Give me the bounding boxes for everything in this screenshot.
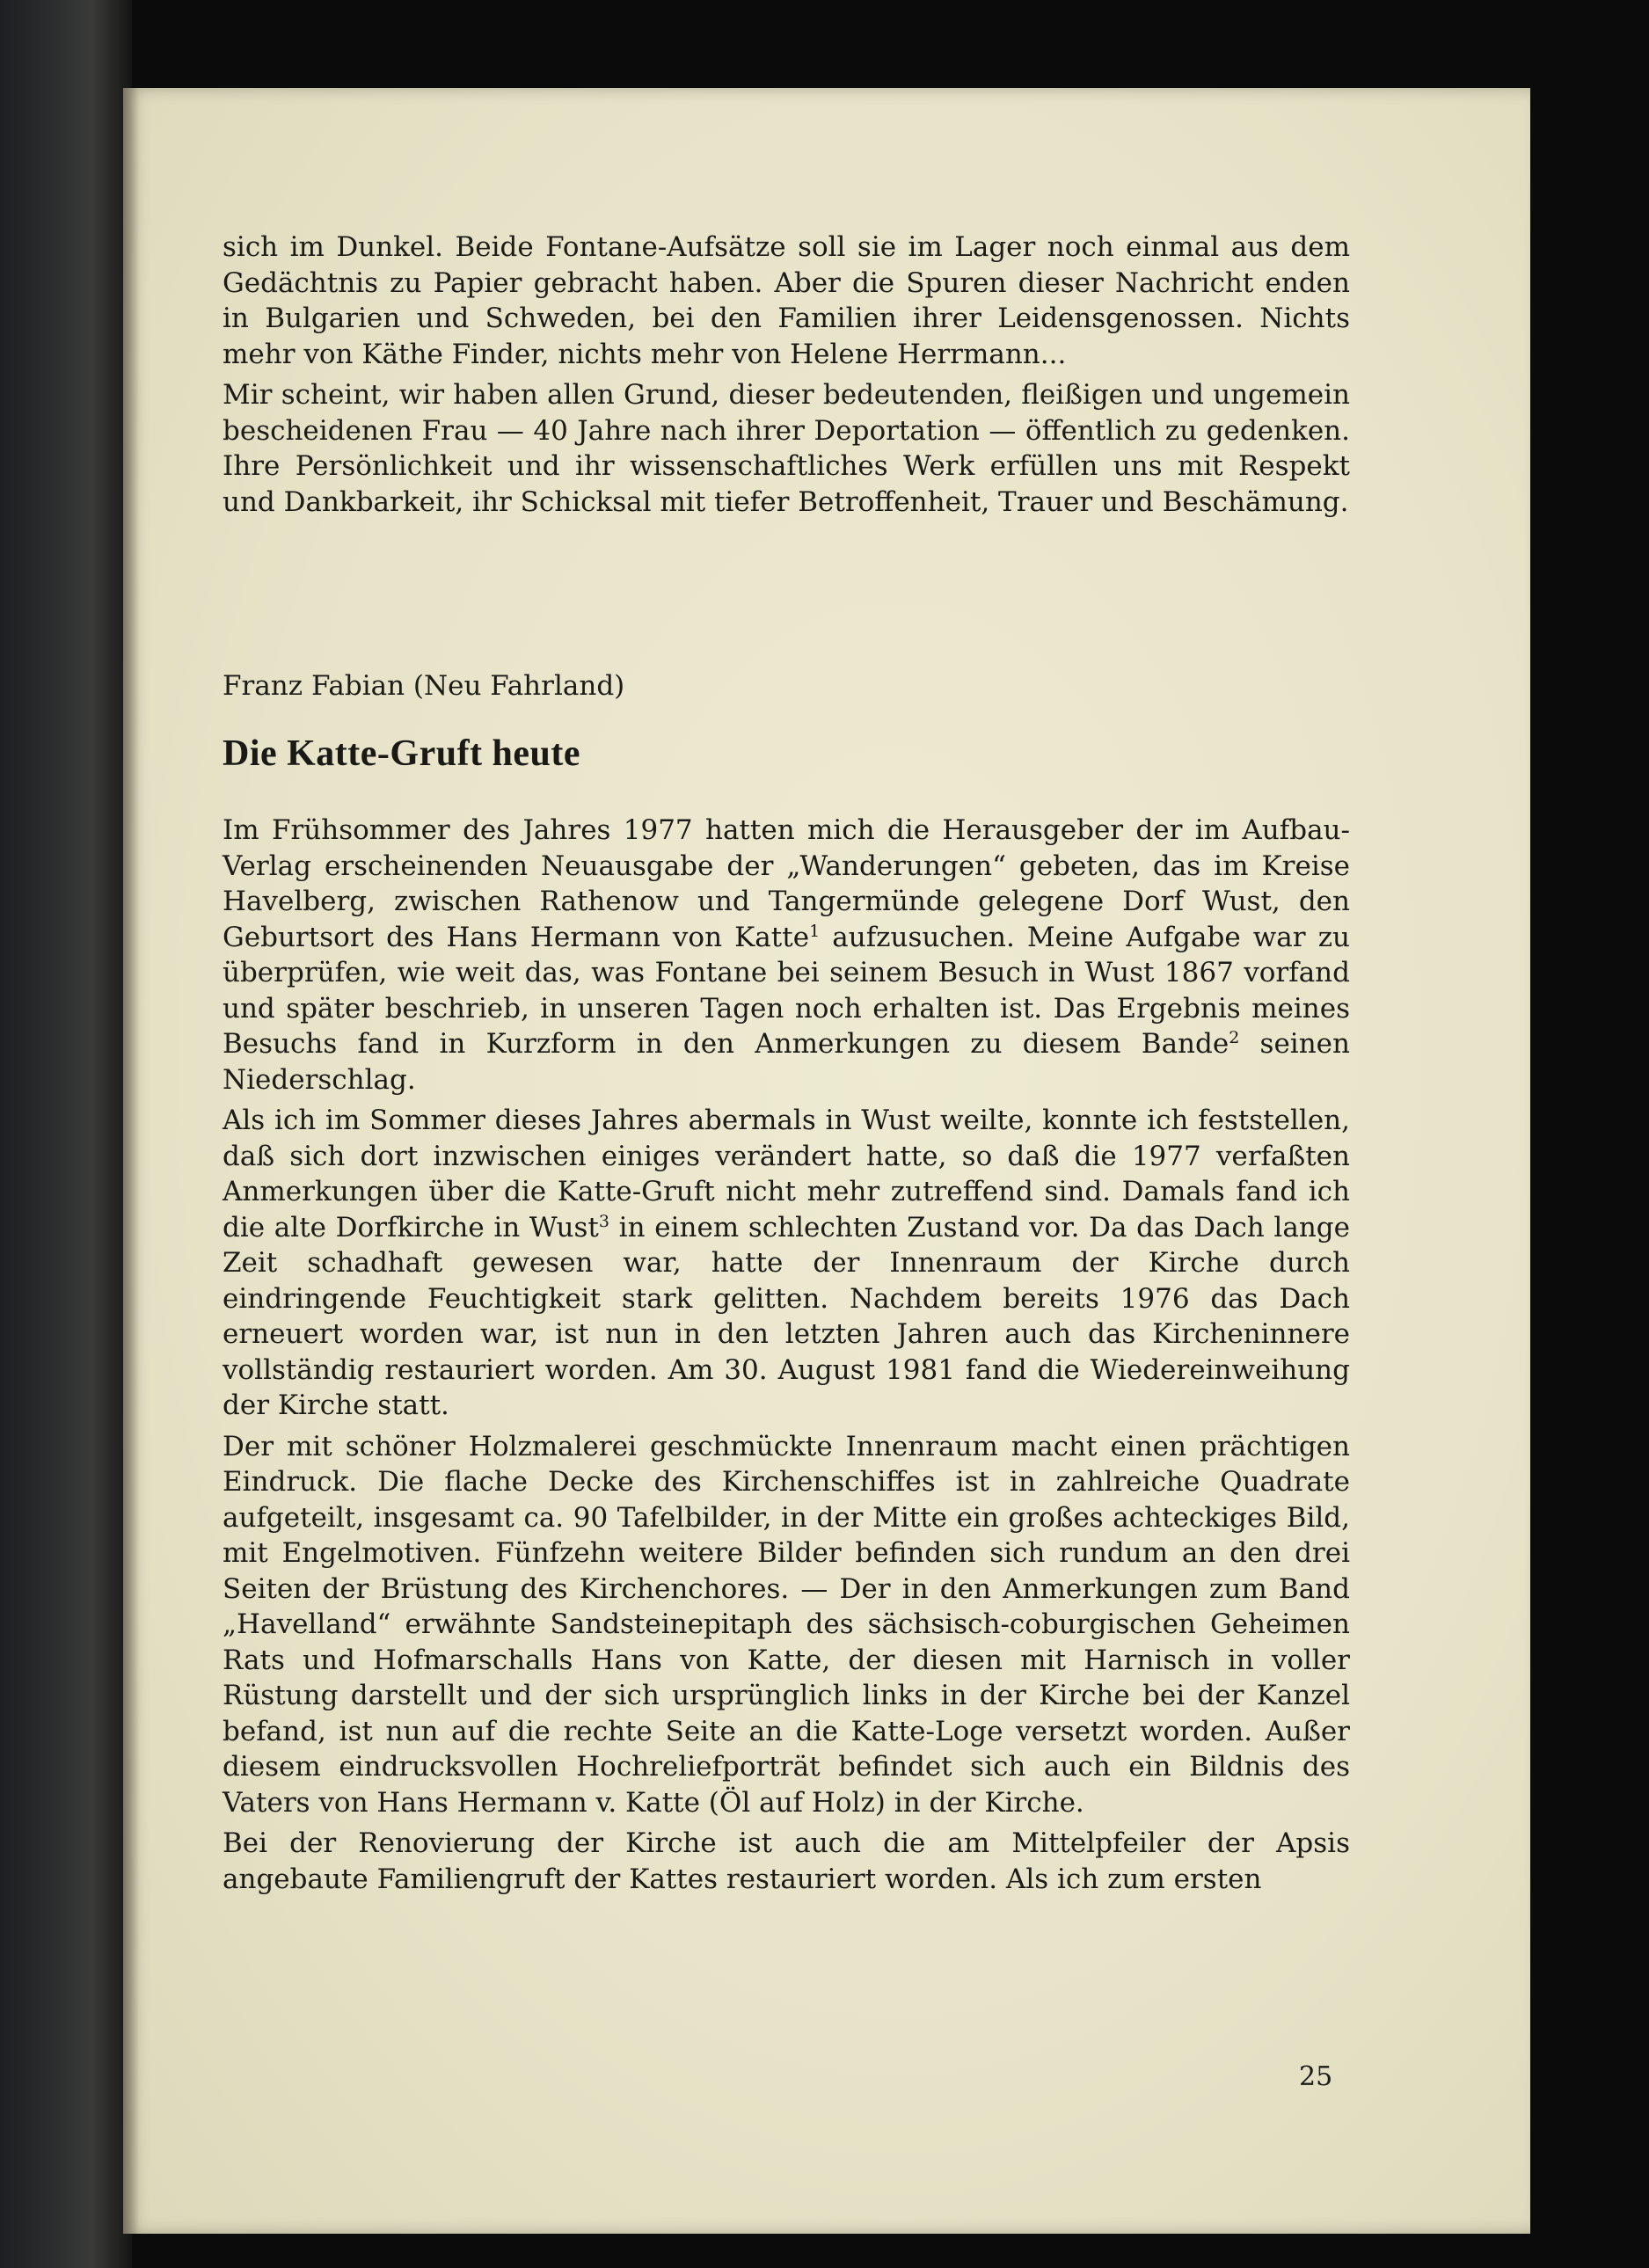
article-paragraph-1	[223, 813, 1350, 1098]
continued-text-section	[223, 230, 1350, 525]
article-paragraph-2	[223, 1103, 1350, 1424]
paragraph-commemoration: Mir scheint, wir haben allen Grund, dieser bedeutenden, fleißigen und ungemein bescheidenen Frau — 40 Jahre nach ihrer Deportation — öffentlich zu gedenken. Ihre Persönlichkeit und ihr wissenschaftliches Werk erfüllen uns mit Respekt und Dankbarkeit, ihr Schicksal mit tiefer Betroffenheit, Trauer und Beschämung.	[223, 379, 1350, 518]
article-body	[223, 813, 1350, 1902]
book-page	[123, 88, 1530, 2234]
book-binding	[0, 0, 132, 2268]
footnote-marker: 2	[1229, 1028, 1240, 1047]
text-run: Als ich im Sommer dieses Jahres abermals in Wust weilte, konnte ich feststellen, daß sich dort inzwischen einiges verändert hatte, so daß die 1977 verfaßten Anmerkungen über die Katte-Gruft nicht mehr zutreffend sind. Damals fand ich die alte Dorfkirche in Wust	[223, 1105, 1350, 1243]
page-number: 25	[1299, 2061, 1333, 2092]
text-run: Im Frühsommer des Jahres 1977 hatten mich die Herausgeber der im Aufbau-Verlag erscheinenden Neuausgabe der „Wanderungen“ gebeten, das im Kreise Havelberg, zwischen Rathenow und Tangermünde gelegene Dorf Wust, den Geburtsort des Hans Hermann von Katte	[223, 814, 1350, 953]
text-run: in einem schlechten Zustand vor. Da das Dach lange Zeit schadhaft gewesen war, hatte der Innenraum der Kirche durch eindringende Feuchtigkeit stark gelitten. Nachdem bereits 1976 das Dach erneuert worden war, ist nun in den letzten Jahren auch das Kircheninnere vollständig restauriert worden. Am 30. August 1981 fand die Wiedereinweihung der Kirche statt.	[223, 1211, 1350, 1421]
paragraph-fate-of-essays: sich im Dunkel. Beide Fontane-Aufsätze soll sie im Lager noch einmal aus dem Gedächtnis zu Papier gebracht haben. Aber die Spuren dieser Nachricht enden in Bulgarien und Schweden, bei den Familien ihrer Leidensgenossen. Nichts mehr von Käthe Finder, nichts mehr von Helene Herrmann...	[223, 231, 1350, 370]
article-paragraph-3: Der mit schöner Holzmalerei geschmückte Innenraum macht einen prächtigen Eindruck. Die flache Decke des Kirchenschiffes ist in zahlreiche Quadrate aufgeteilt, insgesamt ca. 90 Tafelbilder, in der Mitte ein großes achteckiges Bild, mit Engelmotiven. Fünfzehn weitere Bilder befinden sich rundum an den drei Seiten der Brüstung des Kirchenchores. — Der in den Anmerkungen zum Band „Havelland“ erwähnte Sandsteinepitaph des sächsisch-coburgischen Geheimen Rats und Hofmarschalls Hans von Katte, der diesen mit Harnisch in voller Rüstung darstellt und der sich ursprünglich links in der Kirche bei der Kanzel befand, ist nun auf die rechte Seite an die Katte-Loge versetzt worden. Außer diesem eindrucksvollen Hochreliefporträt befindet sich auch ein Bildnis des Vaters von Hans Hermann v. Katte (Öl auf Holz) in der Kirche.	[223, 1430, 1350, 1819]
article-byline: Franz Fabian (Neu Fahrland)	[223, 670, 625, 702]
page-gutter-shadow	[123, 88, 139, 2234]
text-run: aufzusuchen. Meine Aufgabe war zu überprüfen, wie weit das, was Fontane bei seinem Besuch in Wust 1867 vorfand und später beschrieb, in unseren Tagen noch erhalten ist. Das Ergebnis meines Besuchs fand in Kurzform in den Anmerkungen zu diesem Bande	[223, 921, 1350, 1060]
article-title: Die Katte-Gruft heute	[223, 733, 581, 774]
text-run: seinen Niederschlag.	[223, 1028, 1350, 1096]
article-paragraph-4: Bei der Renovierung der Kirche ist auch die am Mittelpfeiler der Apsis angebaute Familiengruft der Kattes restauriert worden. Als ich zum ersten	[223, 1827, 1350, 1895]
footnote-marker: 1	[809, 921, 821, 941]
footnote-marker: 3	[598, 1211, 609, 1231]
